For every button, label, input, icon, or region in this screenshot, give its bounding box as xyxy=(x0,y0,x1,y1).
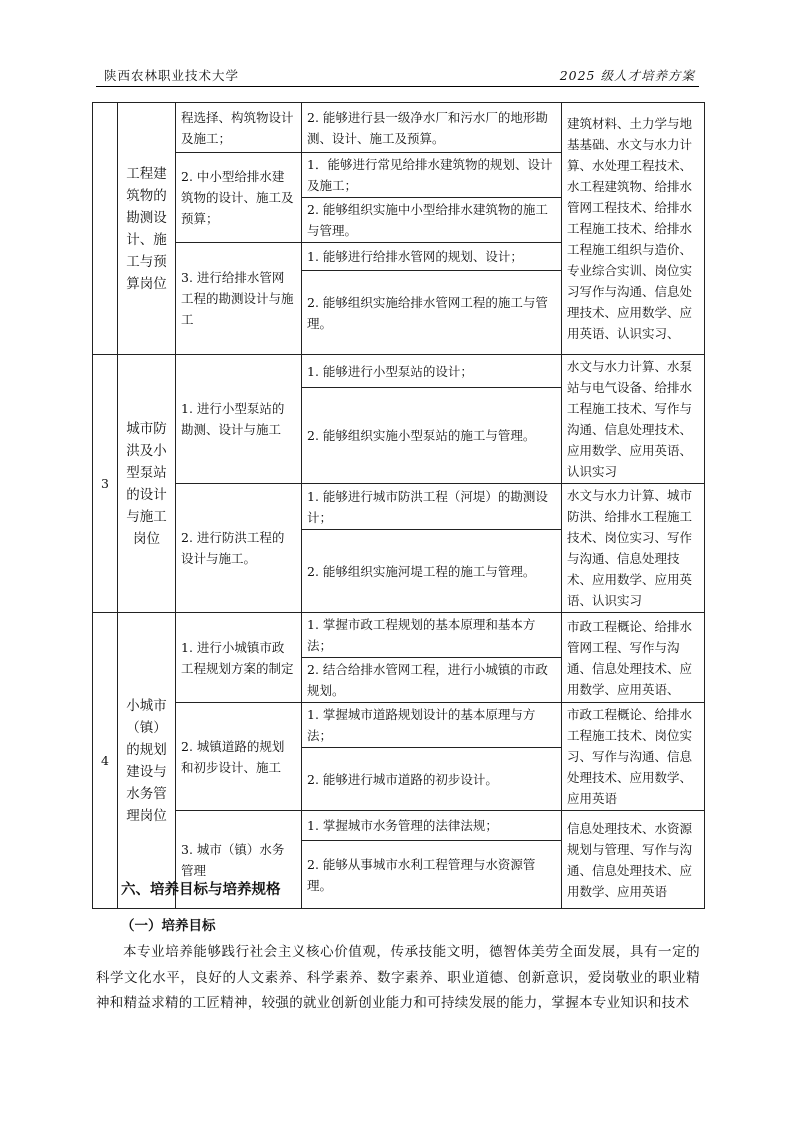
task-cell: 1. 进行小型泵站的勘测、设计与施工 xyxy=(176,355,302,484)
capability-cell: 2. 能够组织实施中小型给排水建筑物的施工与管理。 xyxy=(302,198,562,243)
capability-cell: 2. 能够组织实施河堤工程的施工与管理。 xyxy=(302,530,562,613)
table-row xyxy=(93,613,705,658)
capability-cell: 1. 能够进行城市防洪工程（河堤）的勘测设计； xyxy=(302,484,562,530)
task-cell: 2. 中小型给排水建筑物的设计、施工及预算； xyxy=(176,153,302,243)
header-doc-title: 2025 级人才培养方案 xyxy=(559,68,695,83)
capability-cell: 1. 能够进行小型泵站的设计； xyxy=(302,355,562,388)
row-number xyxy=(93,103,118,355)
job-task-table xyxy=(92,102,705,909)
course-cell: 水文与水力计算、城市防洪、给排水工程施工技术、岗位实习、写作与沟通、信息处理技术、应用数学、应用英语、认识实习 xyxy=(562,484,705,613)
course-cell: 市政工程概论、给排水管网工程、写作与沟通、信息处理技术、应用数学、应用英语、 xyxy=(562,613,705,703)
job-position: 小城市（镇）的规划建设与水务管理岗位 xyxy=(118,613,176,909)
page-header xyxy=(96,66,699,88)
job-position: 工程建筑物的勘测设计、施工与预算岗位 xyxy=(118,103,176,355)
task-cell: 3. 进行给排水管网工程的勘测设计与施工 xyxy=(176,243,302,355)
task-cell: 3. 城市（镇）水务管理 xyxy=(176,811,302,909)
task-cell: 1. 进行小城镇市政工程规划方案的制定 xyxy=(176,613,302,703)
row-number: 3 xyxy=(93,355,118,613)
task-cell: 2. 进行防洪工程的设计与施工。 xyxy=(176,484,302,613)
capability-cell: 1. 掌握城市水务管理的法律法规； xyxy=(302,811,562,841)
capability-cell: 1. 掌握城市道路规划设计的基本原理与方法； xyxy=(302,703,562,748)
course-cell: 水文与水力计算、水泵站与电气设备、给排水工程施工技术、写作与沟通、信息处理技术、应用数学、应用英语、认识实习 xyxy=(562,355,705,484)
body-paragraph: 本专业培养能够践行社会主义核心价值观，传承技能文明，德智体美劳全面发展，具有一定的科学文化水平，良好的人文素养、科学素养、数字素养、职业道德、创新意识，爱岗敬业的职业精神和精益求精的工匠精神，较强的就业创新创业能力和可持续发展的能力，掌握本专业知识和技术 xyxy=(96,944,700,1011)
table-row xyxy=(93,811,705,841)
course-cell: 建筑材料、土力学与地基基础、水文与水力计算、水处理工程技术、水工程建筑物、给排水管网工程技术、给排水工程施工技术、给排水工程施工组织与造价、专业综合实训、岗位实习写作与沟通、信息处理技术、应用数学、应用英语、认识实习、 xyxy=(562,103,705,355)
capability-cell: 1. 能够进行给排水管网的规划、设计； xyxy=(302,243,562,271)
capability-cell: 2. 能够从事城市水利工程管理与水资源管理。 xyxy=(302,841,562,909)
table-row xyxy=(93,703,705,748)
section-title: 六、培养目标与培养规格 xyxy=(121,882,281,898)
header-school: 陕西农林职业技术大学 xyxy=(104,68,240,83)
header-rule xyxy=(96,86,699,87)
capability-cell: 2. 能够组织实施小型泵站的施工与管理。 xyxy=(302,388,562,484)
task-cell: 2. 城镇道路的规划和初步设计、施工 xyxy=(176,703,302,811)
row-number: 4 xyxy=(93,613,118,909)
job-position: 城市防洪及小型泵站的设计与施工岗位 xyxy=(118,355,176,613)
task-cell: 程选择、构筑物设计及施工； xyxy=(176,103,302,153)
capability-cell: 2. 能够进行县一级净水厂和污水厂的地形勘测、设计、施工及预算。 xyxy=(302,103,562,153)
table-row xyxy=(93,484,705,530)
capability-cell: 2. 能够组织实施给排水管网工程的施工与管理。 xyxy=(302,271,562,355)
capability-cell: 2. 结合给排水管网工程，进行小城镇的市政规划。 xyxy=(302,658,562,703)
course-cell: 市政工程概论、给排水工程施工技术、岗位实习、写作与沟通、信息处理技术、应用数学、应用英语 xyxy=(562,703,705,811)
capability-cell: 1．能够进行常见给排水建筑物的规划、设计及施工； xyxy=(302,153,562,198)
subsection-title: （一）培养目标 xyxy=(121,918,216,934)
table-row xyxy=(93,355,705,388)
course-cell: 信息处理技术、水资源规划与管理、写作与沟通、信息处理技术、应用数学、应用英语 xyxy=(562,811,705,909)
table-row xyxy=(93,103,705,153)
capability-cell: 1. 掌握市政工程规划的基本原理和基本方法； xyxy=(302,613,562,658)
capability-cell: 2. 能够进行城市道路的初步设计。 xyxy=(302,748,562,811)
